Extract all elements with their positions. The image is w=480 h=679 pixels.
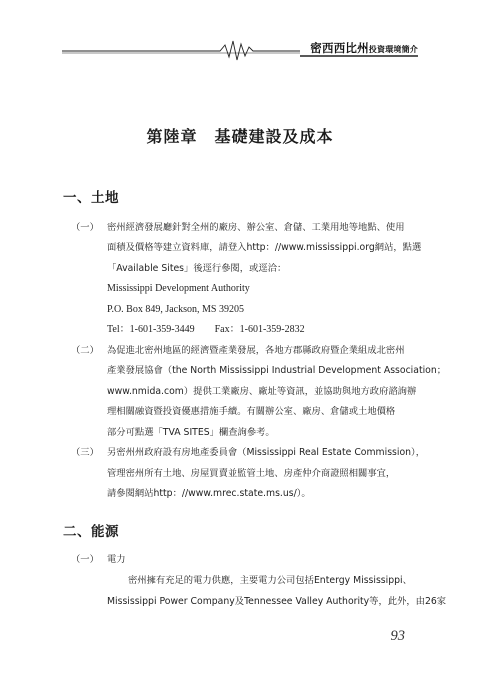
text-line: 面積及價格等建立資料庫，請登入http：//www.mississippi.org網站，點選 — [107, 242, 422, 253]
page-number: 93 — [390, 628, 405, 644]
section-heading-land: 一、土地 — [63, 190, 119, 206]
text-line: 理相關融資暨投資優惠措施手續。有關辦公室、廠房、倉儲或土地價格 — [107, 406, 396, 417]
contact-name: Mississippi Development Authority — [107, 283, 250, 294]
contact-address: P.O. Box 849, Jackson, MS 39205 — [107, 304, 244, 315]
subheading-electricity: 電力 — [107, 554, 126, 565]
text-line: 「Available Sites」後逕行參閱，或逕洽： — [107, 263, 287, 274]
text-line: 為促進北密州地區的經濟暨產業發展，各地方郡縣政府暨企業組成北密州 — [107, 345, 405, 356]
contact-phone: Tel：1-601-359-3449 Fax：1-601-359-2832 — [107, 324, 305, 335]
text-line: 請參閱網站http：//www.mrec.state.ms.us/）。 — [107, 488, 311, 499]
section-heading-energy: 二、能源 — [63, 524, 119, 540]
text-line: 部分可點選「TVA SITES」欄查詢參考。 — [107, 427, 275, 438]
running-header — [0, 34, 480, 64]
item-marker: （三） — [71, 447, 99, 458]
chapter-title: 第陸章 基礎建設及成本 — [146, 127, 334, 146]
text-line: 另密州州政府設有房地產委員會（Mississippi Real Estate Commission）， — [107, 447, 425, 458]
header-title-sub: 投資環境簡介 — [368, 45, 418, 54]
header-title-main: 密西西比州 — [310, 41, 369, 55]
text-line: Mississippi Power Company及Tennessee Valley Authority等，此外，由26家 — [107, 596, 447, 607]
text-line: 密州擁有充足的電力供應，主要電力公司包括Entergy Mississippi、 — [128, 575, 412, 586]
text-line: 產業發展協會（the North Mississippi Industrial Development Association； — [107, 365, 447, 376]
header-title — [310, 40, 418, 56]
item-marker: （一） — [71, 554, 99, 565]
item-marker: （二） — [71, 345, 99, 356]
text-line: 管理密州所有土地、房屋買賣並監管土地、房產仲介商證照相關事宜， — [107, 468, 396, 479]
text-line: www.nmida.com）提供工業廠房、廠址等資訊，並協助與地方政府諮詢辦 — [107, 386, 417, 397]
text-line: 密州經濟發展廳針對全州的廠房、辦公室、倉儲、工業用地等地點、使用 — [107, 222, 405, 233]
item-marker: （一） — [71, 222, 99, 233]
